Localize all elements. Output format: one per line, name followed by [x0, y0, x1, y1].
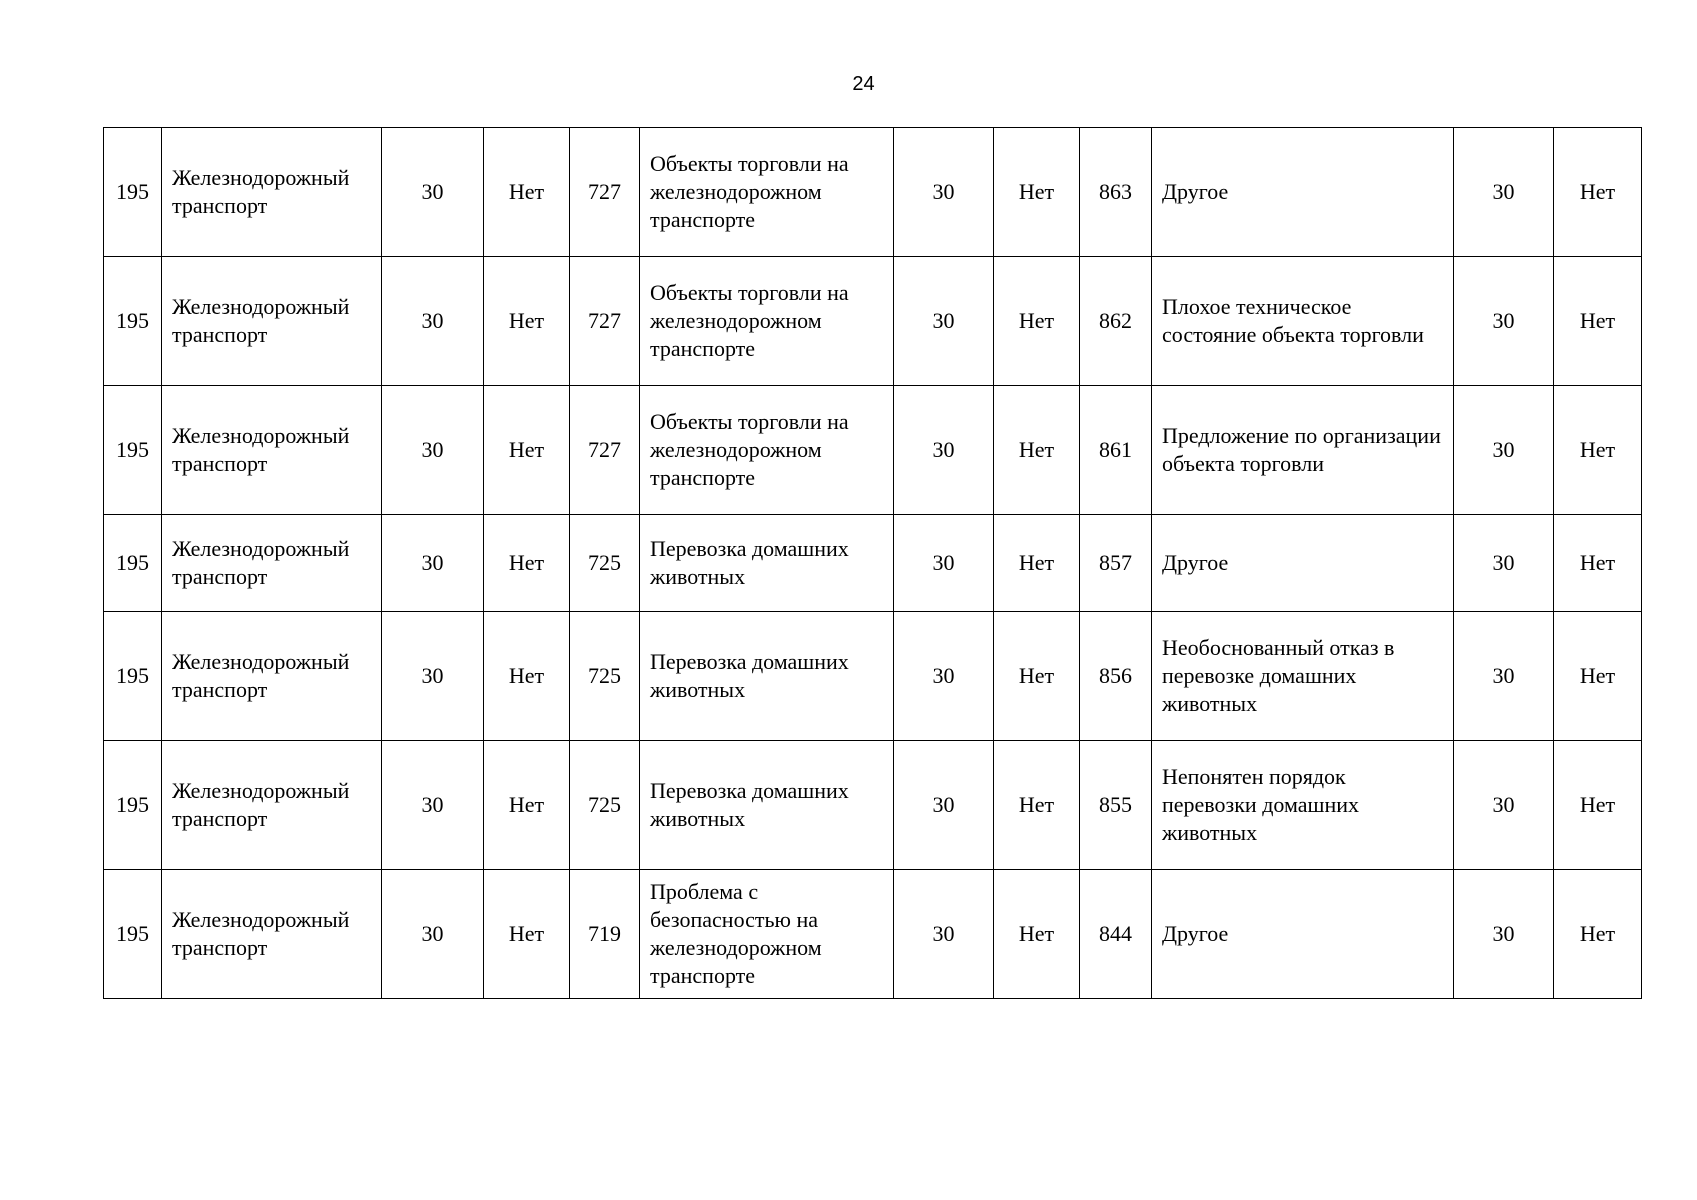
category-flag-cell: Нет [484, 870, 570, 999]
subtopic-flag-cell: Нет [1554, 128, 1642, 257]
table-row [104, 612, 1642, 741]
category-days-cell: 30 [382, 612, 484, 741]
topic-id-cell: 727 [570, 128, 640, 257]
category-name-cell: Железнодорожный транспорт [162, 741, 382, 870]
subtopic-days-cell: 30 [1454, 128, 1554, 257]
subtopic-flag-cell: Нет [1554, 870, 1642, 999]
topic-name-cell: Перевозка домашних животных [640, 741, 894, 870]
table-row [104, 870, 1642, 999]
category-id-cell: 195 [104, 515, 162, 612]
table-row [104, 741, 1642, 870]
subtopic-flag-cell: Нет [1554, 612, 1642, 741]
subtopic-name-cell: Необоснованный отказ в перевозке домашних животных [1152, 612, 1454, 741]
subtopic-days-cell: 30 [1454, 612, 1554, 741]
subtopic-name-cell: Другое [1152, 870, 1454, 999]
topic-name-cell: Перевозка домашних животных [640, 612, 894, 741]
topic-id-cell: 725 [570, 612, 640, 741]
topic-name-cell: Объекты торговли на железнодорожном транспорте [640, 257, 894, 386]
table-row [104, 128, 1642, 257]
table-row [104, 515, 1642, 612]
subtopic-name-cell: Плохое техническое состояние объекта торговли [1152, 257, 1454, 386]
table-row [104, 257, 1642, 386]
category-name-cell: Железнодорожный транспорт [162, 386, 382, 515]
subtopic-name-cell: Другое [1152, 515, 1454, 612]
category-name-cell: Железнодорожный транспорт [162, 612, 382, 741]
subtopic-days-cell: 30 [1454, 515, 1554, 612]
subtopic-name-cell: Другое [1152, 128, 1454, 257]
subtopic-id-cell: 844 [1080, 870, 1152, 999]
topic-days-cell: 30 [894, 257, 994, 386]
category-days-cell: 30 [382, 257, 484, 386]
table-row [104, 386, 1642, 515]
topic-flag-cell: Нет [994, 386, 1080, 515]
category-id-cell: 195 [104, 741, 162, 870]
subtopic-id-cell: 856 [1080, 612, 1152, 741]
category-name-cell: Железнодорожный транспорт [162, 515, 382, 612]
topic-id-cell: 725 [570, 515, 640, 612]
topic-flag-cell: Нет [994, 741, 1080, 870]
category-id-cell: 195 [104, 870, 162, 999]
subtopic-id-cell: 863 [1080, 128, 1152, 257]
topic-name-cell: Перевозка домашних животных [640, 515, 894, 612]
subtopic-name-cell: Непонятен порядок перевозки домашних животных [1152, 741, 1454, 870]
topic-name-cell: Проблема с безопасностью на железнодорожном транспорте [640, 870, 894, 999]
category-flag-cell: Нет [484, 128, 570, 257]
topic-days-cell: 30 [894, 386, 994, 515]
subtopic-days-cell: 30 [1454, 257, 1554, 386]
category-flag-cell: Нет [484, 386, 570, 515]
topic-days-cell: 30 [894, 128, 994, 257]
topic-flag-cell: Нет [994, 870, 1080, 999]
topic-days-cell: 30 [894, 741, 994, 870]
category-days-cell: 30 [382, 870, 484, 999]
category-flag-cell: Нет [484, 612, 570, 741]
category-name-cell: Железнодорожный транспорт [162, 257, 382, 386]
topic-id-cell: 727 [570, 386, 640, 515]
category-days-cell: 30 [382, 741, 484, 870]
subtopic-days-cell: 30 [1454, 386, 1554, 515]
subtopic-id-cell: 857 [1080, 515, 1152, 612]
topic-days-cell: 30 [894, 870, 994, 999]
topic-flag-cell: Нет [994, 128, 1080, 257]
topic-name-cell: Объекты торговли на железнодорожном транспорте [640, 386, 894, 515]
category-flag-cell: Нет [484, 257, 570, 386]
subtopic-flag-cell: Нет [1554, 741, 1642, 870]
subtopic-flag-cell: Нет [1554, 515, 1642, 612]
subtopic-flag-cell: Нет [1554, 257, 1642, 386]
classification-table [103, 127, 1642, 999]
topic-name-cell: Объекты торговли на железнодорожном транспорте [640, 128, 894, 257]
category-id-cell: 195 [104, 386, 162, 515]
category-name-cell: Железнодорожный транспорт [162, 870, 382, 999]
page-number: 24 [852, 73, 875, 95]
category-id-cell: 195 [104, 257, 162, 386]
topic-id-cell: 719 [570, 870, 640, 999]
category-id-cell: 195 [104, 612, 162, 741]
topic-days-cell: 30 [894, 515, 994, 612]
category-id-cell: 195 [104, 128, 162, 257]
subtopic-days-cell: 30 [1454, 870, 1554, 999]
topic-days-cell: 30 [894, 612, 994, 741]
subtopic-days-cell: 30 [1454, 741, 1554, 870]
category-days-cell: 30 [382, 386, 484, 515]
topic-flag-cell: Нет [994, 515, 1080, 612]
subtopic-id-cell: 861 [1080, 386, 1152, 515]
subtopic-flag-cell: Нет [1554, 386, 1642, 515]
topic-flag-cell: Нет [994, 257, 1080, 386]
subtopic-id-cell: 855 [1080, 741, 1152, 870]
category-name-cell: Железнодорожный транспорт [162, 128, 382, 257]
topic-flag-cell: Нет [994, 612, 1080, 741]
subtopic-id-cell: 862 [1080, 257, 1152, 386]
topic-id-cell: 725 [570, 741, 640, 870]
topic-id-cell: 727 [570, 257, 640, 386]
category-flag-cell: Нет [484, 741, 570, 870]
category-days-cell: 30 [382, 515, 484, 612]
category-days-cell: 30 [382, 128, 484, 257]
category-flag-cell: Нет [484, 515, 570, 612]
subtopic-name-cell: Предложение по организации объекта торговли [1152, 386, 1454, 515]
